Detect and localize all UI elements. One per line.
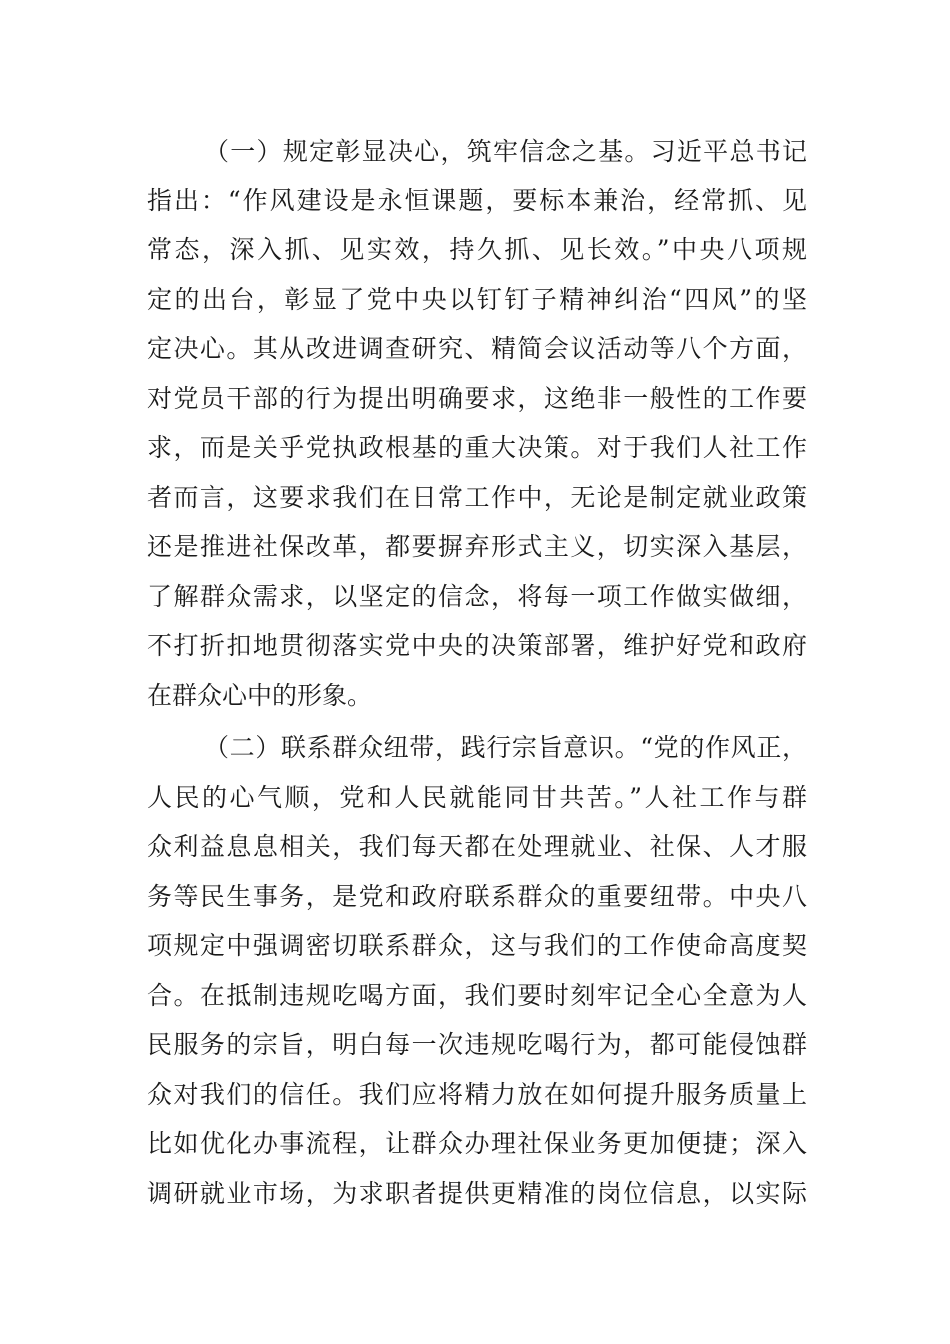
paragraph-2-line-5: 项规定中强调密切联系群众，这与我们的工作使命高度契: [147, 931, 807, 960]
paragraph-2-line-2: 人民的心气顺，党和人民就能同甘共苦。”人社工作与群: [147, 783, 807, 812]
paragraph-2-line-6: 合。在抵制违规吃喝方面，我们要时刻牢记全心全意为人: [147, 981, 807, 1010]
paragraph-2-line-1: （二）联系群众纽带，践行宗旨意识。“党的作风正，: [204, 733, 807, 762]
paragraph-1-line-7: 求，而是关乎党执政根基的重大决策。对于我们人社工作: [147, 433, 807, 462]
paragraph-1-line-10: 了解群众需求，以坚定的信念，将每一项工作做实做细，: [147, 582, 807, 611]
paragraph-2-line-7: 民服务的宗旨，明白每一次违规吃喝行为，都可能侵蚀群: [147, 1030, 807, 1059]
paragraph-2-line-3: 众利益息息相关，我们每天都在处理就业、社保、人才服: [147, 832, 807, 861]
paragraph-1-line-12: 在群众心中的形象。: [147, 681, 373, 710]
paragraph-1-line-5: 定决心。其从改进调查研究、精简会议活动等八个方面，: [147, 334, 807, 363]
paragraph-2-line-10: 调研就业市场，为求职者提供更精准的岗位信息，以实际: [147, 1179, 807, 1208]
paragraph-2-line-8: 众对我们的信任。我们应将精力放在如何提升服务质量上: [147, 1080, 807, 1109]
paragraph-2-line-9: 比如优化办事流程，让群众办理社保业务更加便捷；深入: [147, 1129, 807, 1158]
paragraph-2-line-4: 务等民生事务，是党和政府联系群众的重要纽带。中央八: [147, 882, 807, 911]
paragraph-1-line-1: （一）规定彰显决心，筑牢信念之基。习近平总书记: [204, 137, 807, 166]
paragraph-1-line-4: 定的出台，彰显了党中央以钉钉子精神纠治“四风”的坚: [147, 285, 807, 314]
paragraph-1-line-8: 者而言，这要求我们在日常工作中，无论是制定就业政策: [147, 483, 807, 512]
paragraph-1-line-11: 不打折扣地贯彻落实党中央的决策部署，维护好党和政府: [147, 631, 807, 660]
paragraph-1-line-2: 指出：“作风建设是永恒课题，要标本兼治，经常抓、见: [147, 186, 807, 215]
paragraph-1-line-3: 常态，深入抓、见实效，持久抓、见长效。”中央八项规: [147, 235, 807, 264]
paragraph-1-line-6: 对党员干部的行为提出明确要求，这绝非一般性的工作要: [147, 384, 807, 413]
paragraph-1-line-9: 还是推进社保改革，都要摒弃形式主义，切实深入基层，: [147, 532, 807, 561]
